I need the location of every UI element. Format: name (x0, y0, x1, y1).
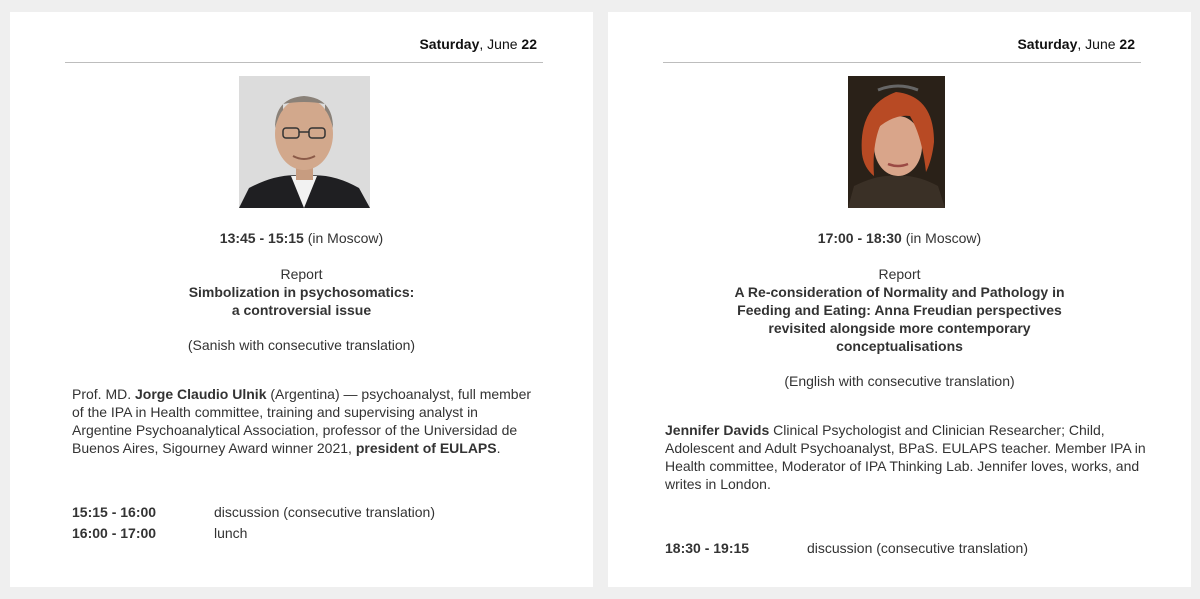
session-title-line: a controversial issue (231, 302, 372, 318)
session-kind: Report (280, 266, 323, 282)
schedule-row (665, 540, 1028, 556)
session-language: (Sanish with consecutive translation) (187, 337, 416, 353)
session-kind: Report (878, 266, 921, 282)
date-header: Saturday, June 22 (1017, 36, 1135, 52)
session-time-place: (in Moscow) (905, 230, 982, 246)
session-title-line: conceptualisations (836, 338, 963, 354)
date-day: 22 (1119, 36, 1135, 52)
schedule-label: lunch (214, 525, 248, 541)
session-time (608, 230, 1191, 246)
schedule-time: 18:30 - 19:15 (665, 540, 750, 556)
speaker-photo (239, 76, 370, 208)
speaker-photo (848, 76, 945, 208)
session-title-line: revisited alongside more contemporary (768, 320, 1031, 336)
header-divider (65, 62, 543, 63)
date-weekday: Saturday (419, 36, 480, 52)
speaker-name: Jennifer Davids (665, 422, 770, 438)
session-language: (English with consecutive translation) (784, 373, 1015, 389)
speaker-bio (665, 421, 1155, 493)
session-title (608, 283, 1191, 355)
header-divider (663, 62, 1141, 63)
schedule-row (72, 525, 247, 541)
speaker-role: president of EULAPS (355, 440, 497, 456)
date-day: 22 (521, 36, 537, 52)
date-weekday: Saturday (1017, 36, 1078, 52)
session-time-range: 13:45 - 15:15 (219, 230, 304, 246)
session-time (10, 230, 593, 246)
program-card-davids (608, 12, 1191, 587)
session-time-place: (in Moscow) (307, 230, 384, 246)
speaker-name: Jorge Claudio Ulnik (135, 386, 267, 402)
date-month: June (487, 36, 518, 52)
session-title-line: Simbolization in psychosomatics: (188, 284, 415, 300)
schedule-row (72, 504, 435, 520)
program-card-ulnik (10, 12, 593, 587)
schedule-time: 16:00 - 17:00 (72, 525, 157, 541)
speaker-description: Clinical Psychologist and Clinician Researcher; Child, Adolescent and Adult Psychoanalyst, BPaS. EULAPS teacher. Member IPA in Health committee, Moderator of IPA Thinking Lab. Jennifer loves, works, and writes in London. (665, 422, 1146, 492)
speaker-bio (72, 385, 532, 457)
speaker-description: (Argentina) — psychoanalyst, full member of the IPA in Health committee, training and supervising analyst in Argentine Psychoanalytical Association, professor of the Universidad de Buenos Aires, Sigourney Award winner 2021, (72, 386, 532, 456)
schedule-label: discussion (consecutive translation) (214, 504, 435, 520)
date-header: Saturday, June 22 (419, 36, 537, 52)
session-time-range: 17:00 - 18:30 (817, 230, 902, 246)
speaker-bio-suffix: . (496, 440, 501, 456)
schedule-time: 15:15 - 16:00 (72, 504, 157, 520)
session-title (10, 283, 593, 319)
speaker-prefix: Prof. MD. (72, 386, 136, 402)
session-title-line: A Re-consideration of Normality and Pathology in (734, 284, 1065, 300)
session-title-line: Feeding and Eating: Anna Freudian perspectives (737, 302, 1062, 318)
date-month: June (1085, 36, 1116, 52)
schedule-label: discussion (consecutive translation) (807, 540, 1028, 556)
